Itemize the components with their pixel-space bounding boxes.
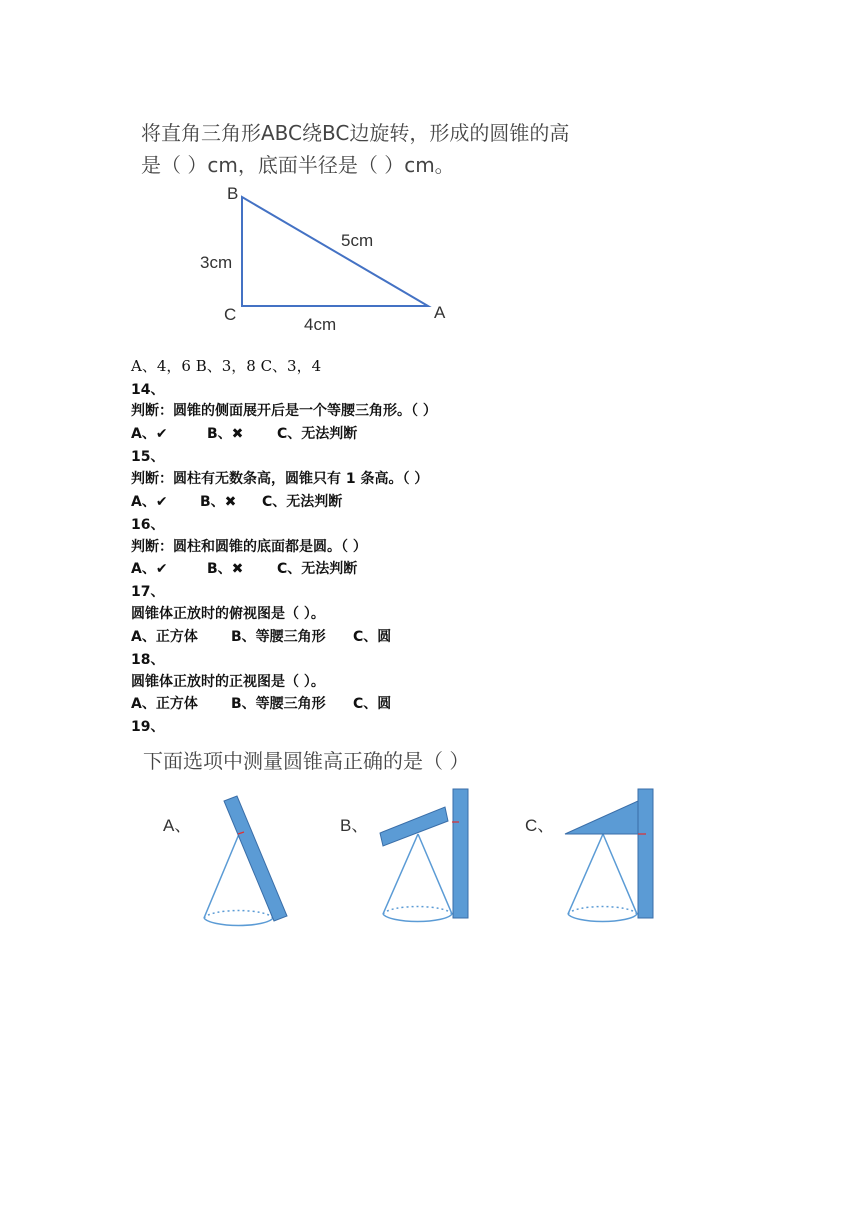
ruler-b-slanted [380,807,448,846]
q15-question: 判断：圆柱有无数条高，圆锥只有 1 条高。（ ） [131,471,429,487]
cone-a-left-edge [204,834,239,918]
cone-b-left-edge [383,834,418,914]
q14-option-a: A、✔ [131,426,168,442]
option-c-label: C、 [525,816,555,835]
triangle-abc [242,197,428,306]
q15-option-a: A、✔ [131,494,168,510]
option-a-label: A、 [163,816,192,835]
q14-number: 14、 [131,382,165,398]
q18-option-c: C、圆 [353,696,392,712]
q17-number: 17、 [131,584,165,600]
cone-c-base-front [568,914,637,921]
cone-b-base-front [383,914,452,921]
set-square-c [565,801,638,834]
q19-cone-figures [0,770,860,950]
q18-question: 圆锥体正放时的正视图是（ ）。 [131,674,325,690]
q14-question: 判断：圆锥的侧面展开后是一个等腰三角形。（ ） [131,403,437,419]
cone-a-base-back [204,911,273,918]
q17-question: 圆锥体正放时的俯视图是（ ）。 [131,606,325,622]
q13-text-line2: 是（ ）cm，底面半径是（ ）cm。 [141,153,455,177]
q17-option-a: A、正方体 [131,629,198,645]
q16-option-a: A、✔ [131,561,168,577]
option-b-label: B、 [340,816,369,835]
q16-number: 16、 [131,517,165,533]
q15-option-c: C、无法判断 [262,494,343,510]
cone-b-right-edge [418,834,452,914]
q17-option-b: B、等腰三角形 [231,629,326,645]
q18-option-b: B、等腰三角形 [231,696,326,712]
label-b: B [227,184,239,203]
q14-option-b: B、✖ [207,426,244,442]
option-a-figure [163,796,287,925]
label-c: C [224,305,237,324]
cone-a-base-front [204,918,273,925]
cone-c-left-edge [568,834,603,914]
q16-option-c: C、无法判断 [277,561,358,577]
q15-number: 15、 [131,449,165,465]
q16-question: 判断：圆柱和圆锥的底面都是圆。（ ） [131,539,367,555]
q15-option-b: B、✖ [200,494,237,510]
ruler-c-vertical [638,789,653,918]
side-ca-length: 4cm [304,315,337,334]
q19-question: 下面选项中测量圆锥高正确的是（ ） [143,749,470,773]
q17-option-c: C、圆 [353,629,392,645]
cone-c-base-back [568,907,637,914]
ruler-a [224,796,287,921]
q13-options: A、4，6 B、3，8 C、3，4 [131,357,322,375]
q14-option-c: C、无法判断 [277,426,358,442]
option-c-figure [525,789,653,921]
ruler-b-vertical [453,789,468,918]
q16-option-b: B、✖ [207,561,244,577]
side-bc-length: 3cm [200,253,233,272]
q19-number: 19、 [131,719,165,735]
q13-text-line1: 将直角三角形ABC绕BC边旋转，形成的圆锥的高 [141,121,570,145]
q13-triangle-figure [0,0,860,360]
side-ab-length: 5cm [341,231,374,250]
label-a: A [434,303,446,322]
cone-c-right-edge [603,834,637,914]
q18-number: 18、 [131,652,165,668]
q18-option-a: A、正方体 [131,696,198,712]
cone-b-base-back [383,907,452,914]
option-b-figure [340,789,468,921]
